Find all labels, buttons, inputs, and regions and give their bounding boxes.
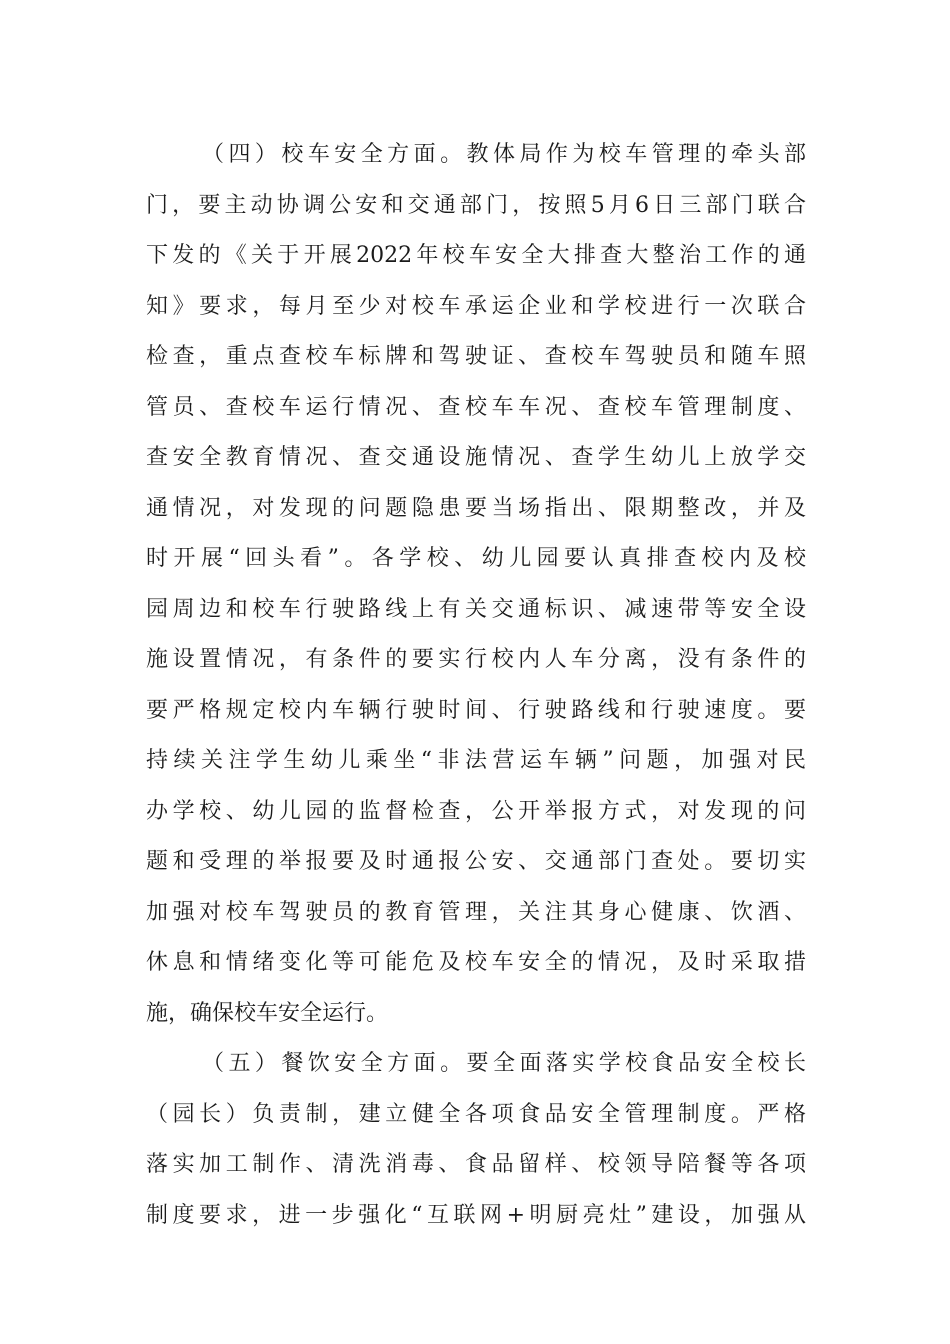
paragraph-5-line-4: 制度要求，进一步强化“互联网+明厨亮灶”建设，加强从 <box>146 1202 806 1228</box>
paragraph-4-line-7: 查安全教育情况、查交通设施情况、查学生幼儿上放学交 <box>146 445 806 470</box>
paragraph-4-line-1: （四）校车安全方面。教体局作为校车管理的牵头部 <box>202 142 806 167</box>
paragraph-4-line-13: 持续关注学生幼儿乘坐“非法营运车辆”问题，加强对民 <box>146 748 806 773</box>
paragraph-4-line-6: 管员、查校车运行情况、查校车车况、查校车管理制度、 <box>146 394 806 420</box>
paragraph-4-line-18: 施，确保校车安全运行。 <box>146 1000 389 1026</box>
paragraph-4-line-17: 休息和情绪变化等可能危及校车安全的情况，及时采取措 <box>146 950 806 975</box>
paragraph-4-line-16: 加强对校车驾驶员的教育管理，关注其身心健康、饮酒、 <box>146 899 806 925</box>
paragraph-4-line-9: 时开展“回头看”。各学校、幼儿园要认真排查校内及校 <box>146 546 806 571</box>
paragraph-4-line-2: 门，要主动协调公安和交通部门，按照5月6日三部门联合 <box>146 192 806 218</box>
paragraph-4-line-4: 知》要求，每月至少对校车承运企业和学校进行一次联合 <box>146 293 806 319</box>
paragraph-4-line-14: 办学校、幼儿园的监督检查，公开举报方式，对发现的问 <box>146 798 806 824</box>
paragraph-4-line-10: 园周边和校车行驶路线上有关交通标识、减速带等安全设 <box>146 596 806 622</box>
paragraph-5-line-2: （园长）负责制，建立健全各项食品安全管理制度。严格 <box>146 1101 806 1127</box>
paragraph-4-line-15: 题和受理的举报要及时通报公安、交通部门查处。要切实 <box>146 849 806 874</box>
paragraph-4-line-3: 下发的《关于开展2022年校车安全大排查大整治工作的通 <box>146 243 806 268</box>
paragraph-4-line-8: 通情况，对发现的问题隐患要当场指出、限期整改，并及 <box>146 495 806 521</box>
document-body <box>146 130 806 1241</box>
paragraph-4-line-11: 施设置情况，有条件的要实行校内人车分离，没有条件的 <box>146 647 806 672</box>
paragraph-5-line-1: （五）餐饮安全方面。要全面落实学校食品安全校长 <box>202 1051 806 1076</box>
paragraph-5-line-3: 落实加工制作、清洗消毒、食品留样、校领导陪餐等各项 <box>146 1152 806 1177</box>
paragraph-4-line-12: 要严格规定校内车辆行驶时间、行驶路线和行驶速度。要 <box>146 697 806 723</box>
paragraph-4-line-5: 检查，重点查校车标牌和驾驶证、查校车驾驶员和随车照 <box>146 344 806 369</box>
